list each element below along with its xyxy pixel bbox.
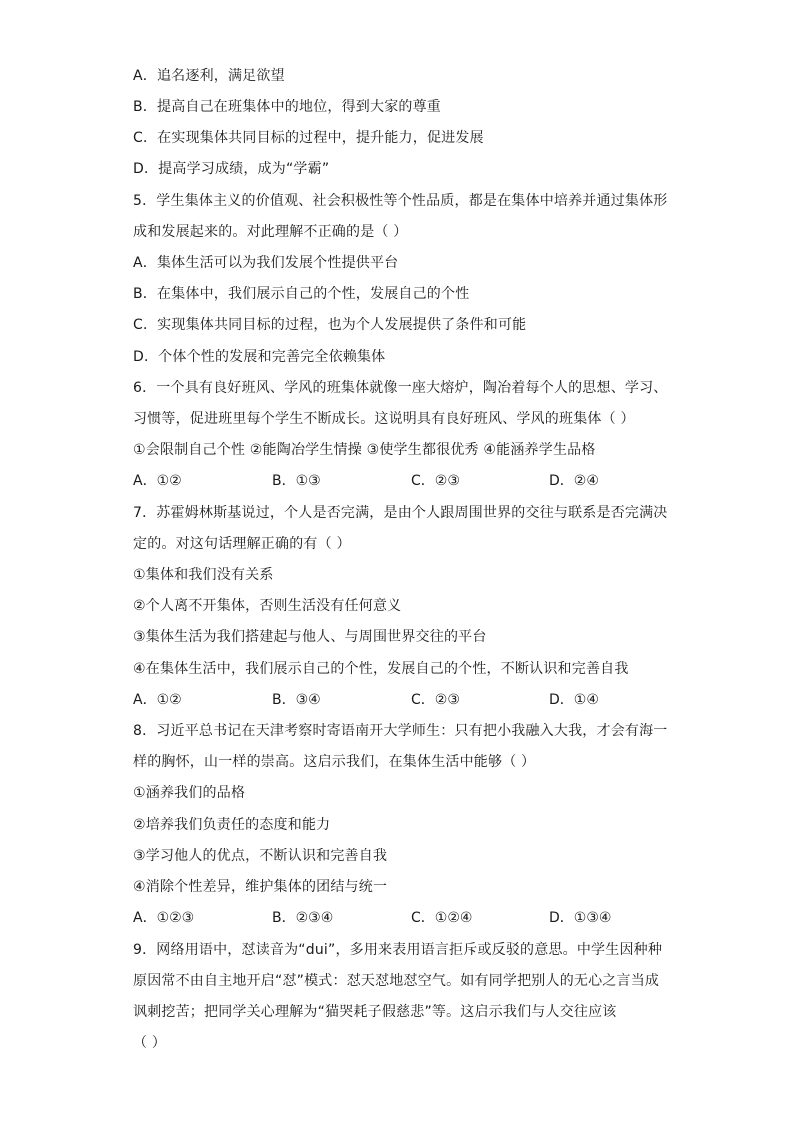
q7-statement-4: ④在集体生活中，我们展示自己的个性，发展自己的个性，不断认识和完善自我	[133, 661, 629, 677]
q5-option-b[interactable]: B．在集体中，我们展示自己的个性，发展自己的个性	[133, 286, 470, 302]
q7-choice-c[interactable]: C．②③	[411, 692, 460, 708]
q6-choice-a[interactable]: A．①②	[133, 473, 182, 489]
q7-stem-line-2: 定的。对这句话理解正确的有（ ）	[133, 536, 351, 552]
q6-choice-c[interactable]: C．②③	[411, 473, 460, 489]
q9-stem-line-3: 讽刺挖苦；把同学关心理解为“猫哭耗子假慈悲”等。这启示我们与人交往应该	[133, 1004, 617, 1020]
q8-statement-2: ②培养我们负责任的态度和能力	[133, 817, 331, 833]
q8-choice-a[interactable]: A．①②③	[133, 910, 195, 926]
q5-option-d[interactable]: D．个体个性的发展和完善完全依赖集体	[133, 349, 386, 365]
q8-statement-1: ①涵养我们的品格	[133, 785, 246, 801]
q8-stem-line-1: 8．习近平总书记在天津考察时寄语南开大学师生：只有把小我融入大我，才会有海一	[133, 723, 668, 739]
q6-stem-line-1: 6．一个具有良好班风、学风的班集体就像一座大熔炉，陶冶着每个人的思想、学习、	[133, 380, 668, 396]
q4-option-d[interactable]: D．提高学习成绩，成为“学霸”	[133, 161, 330, 177]
q8-choice-c[interactable]: C．①②④	[411, 910, 473, 926]
q7-statement-2: ②个人离不开集体，否则生活没有任何意义	[133, 598, 402, 614]
q8-choice-d[interactable]: D．①③④	[549, 910, 612, 926]
q5-stem-line-2: 成和发展起来的。对此理解不正确的是（ ）	[133, 224, 408, 240]
q8-statement-4: ④消除个性差异，维护集体的团结与统一	[133, 879, 388, 895]
q4-option-c[interactable]: C．在实现集体共同目标的过程中，提升能力，促进发展	[133, 130, 484, 146]
q7-choice-a[interactable]: A．①②	[133, 692, 182, 708]
q7-stem-line-1: 7．苏霍姆林斯基说过，个人是否完满，是由个人跟周围世界的交往与联系是否完满决	[133, 505, 668, 521]
q7-choice-b[interactable]: B．③④	[272, 692, 321, 708]
q5-stem-line-1: 5．学生集体主义的价值观、社会积极性等个性品质，都是在集体中培养并通过集体形	[133, 193, 668, 209]
q4-option-a[interactable]: A．追名逐利，满足欲望	[133, 68, 285, 84]
q9-stem-line-2: 原因常不由自主地开启“怼”模式：怼天怼地怼空气。如有同学把别人的无心之言当成	[133, 973, 660, 989]
q6-stem-line-2: 习惯等，促进班里每个学生不断成长。这说明具有良好班风、学风的班集体（ ）	[133, 411, 635, 427]
q7-statement-1: ①集体和我们没有关系	[133, 567, 274, 583]
q5-option-a[interactable]: A．集体生活可以为我们发展个性提供平台	[133, 255, 399, 271]
q9-stem-line-1: 9．网络用语中，怼读音为“dui”，多用来表用语言拒斥或反驳的意思。中学生因种种	[133, 942, 663, 958]
q8-statement-3: ③学习他人的优点，不断认识和完善自我	[133, 848, 388, 864]
q6-choice-d[interactable]: D．②④	[549, 473, 599, 489]
q7-choice-d[interactable]: D．①④	[549, 692, 599, 708]
q5-option-c[interactable]: C．实现集体共同目标的过程，也为个人发展提供了条件和可能	[133, 317, 527, 333]
q8-choice-b[interactable]: B．②③④	[272, 910, 334, 926]
q7-statement-3: ③集体生活为我们搭建起与他人、与周围世界交往的平台	[133, 629, 487, 645]
q6-statements: ①会限制自己个性 ②能陶冶学生情操 ③使学生都很优秀 ④能涵养学生品格	[133, 442, 596, 458]
q4-option-b[interactable]: B．提高自己在班集体中的地位，得到大家的尊重	[133, 99, 442, 115]
q8-stem-line-2: 样的胸怀，山一样的崇高。这启示我们，在集体生活中能够（ ）	[133, 754, 536, 770]
q9-answer-blank: （ ）	[133, 1035, 167, 1051]
q6-choice-b[interactable]: B．①③	[272, 473, 321, 489]
